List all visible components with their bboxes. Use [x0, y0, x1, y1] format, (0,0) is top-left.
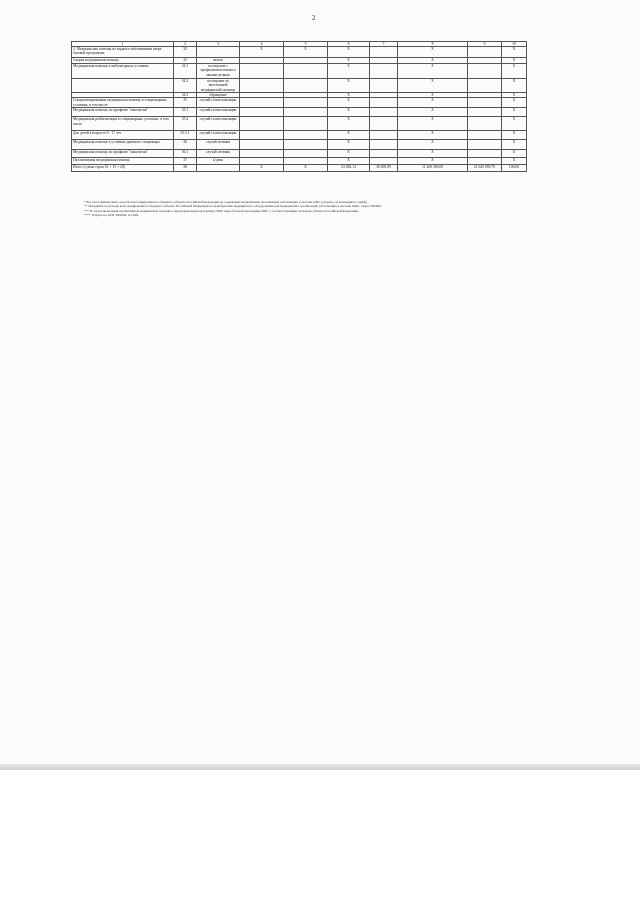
table-cell-value [240, 131, 284, 140]
table-cell-value: Х [398, 131, 468, 140]
table-cell-value: Х [502, 47, 527, 58]
table-row [72, 131, 527, 140]
table-cell-unit: случай госпитализации [197, 117, 240, 131]
table-cell-unit [197, 165, 240, 172]
table-cell-value: Х [502, 58, 527, 64]
table-cell-name: Медицинская помощь в амбулаторных условиях [72, 64, 174, 79]
table-cell-value: Х [328, 108, 370, 117]
table-cell-unit: посещение с профилактическими и иными целями [197, 64, 240, 79]
table-cell-name: Медицинская реабилитация в стационарных условиях, в том числе [72, 117, 174, 131]
program-cost-table [71, 41, 527, 172]
table-cell-value [370, 79, 398, 93]
table-row [72, 117, 527, 131]
table-cell-value: Х [398, 108, 468, 117]
table-cell-value [468, 79, 502, 93]
column-number: 2 [174, 42, 197, 47]
table-cell-code: 36 [174, 140, 197, 150]
table-cell-value [468, 150, 502, 158]
table-cell-name: Медицинская помощь по профилю "онкология" [72, 150, 174, 158]
table-row [72, 98, 527, 108]
table-cell-value: Х [328, 79, 370, 93]
table-row [72, 108, 527, 117]
column-number: 3 [197, 42, 240, 47]
table-cell-value: Х [328, 158, 370, 165]
table-row [72, 64, 527, 79]
table-cell-value: Х [284, 165, 328, 172]
table-cell-code: 35.2 [174, 117, 197, 131]
table-cell-value: 21 645 859,70 [468, 165, 502, 172]
column-number: 7 [370, 42, 398, 47]
table-cell-code: 38 [174, 165, 197, 172]
column-number: 10 [502, 42, 527, 47]
table-cell-value [468, 131, 502, 140]
table-cell-code: 34.1 [174, 64, 197, 79]
table-cell-code: 36.1 [174, 150, 197, 158]
table-cell-unit: случай госпитализации [197, 131, 240, 140]
table-cell-value: Х [502, 79, 527, 93]
table-cell-code: 33 [174, 58, 197, 64]
table-cell-unit: случай лечения [197, 150, 240, 158]
table-cell-value [370, 108, 398, 117]
table-cell-value: Х [502, 158, 527, 165]
table-cell-value: Х [502, 108, 527, 117]
table-cell-code: 35.1 [174, 108, 197, 117]
table-cell-value: Х [328, 58, 370, 64]
table-cell-value: Х [502, 150, 527, 158]
table-cell-code: 34.2 [174, 79, 197, 93]
table-cell-code: 34.3 [174, 93, 197, 98]
table-cell-value: Х [502, 117, 527, 131]
table-cell-value [284, 158, 328, 165]
table-cell-name: Для детей в возрасте 0 - 17 лет [72, 131, 174, 140]
footnotes [84, 200, 524, 217]
table-cell-name: Медицинская помощь в условиях дневного стационара [72, 140, 174, 150]
table-cell-value: Х [328, 150, 370, 158]
footnote: *** В случае включения паллиативной медицинской помощи в территориальную программу ОМС сверх базовой программы ОМС с соответствующим платежом субъекта Российской Федерации. [84, 208, 359, 213]
table-cell-value: Х [398, 64, 468, 79]
table-cell-value: Х [398, 117, 468, 131]
table-cell-value: Х [328, 64, 370, 79]
table-row [72, 47, 527, 58]
table-cell-value: 100,00 [502, 165, 527, 172]
column-number: 6 [328, 42, 370, 47]
footnote: * Без учета финансовых средств консолидированного бюджета субъекта Российской Федерации на содержание медицинских организаций, работающих в системе ОМС (затраты, не вошедшие в тариф). [84, 200, 368, 204]
table-cell-name: Специализированная медицинская помощь в стационарных условиях, в том числе [72, 98, 174, 108]
table-cell-value: Х [328, 131, 370, 140]
table-cell-value [370, 131, 398, 140]
table-cell-unit: вызов [197, 58, 240, 64]
table-cell-unit: случай госпитализации [197, 98, 240, 108]
table-cell-value [240, 140, 284, 150]
table-cell-name [72, 79, 174, 93]
table-row [72, 140, 527, 150]
column-number: 8 [398, 42, 468, 47]
table-cell-value [240, 117, 284, 131]
table-cell-name: Итого (сумма строк 01 + 15 + 20) [72, 165, 174, 172]
table-cell-value: Х [240, 47, 284, 58]
table-cell-value [240, 98, 284, 108]
column-number: 1 [72, 42, 174, 47]
table-cell-value [468, 117, 502, 131]
table-cell-value: Х [398, 47, 468, 58]
table-cell-value: Х [502, 64, 527, 79]
table-cell-value: Х [398, 98, 468, 108]
table-cell-value: Х [328, 47, 370, 58]
table-cell-value: Х [502, 140, 527, 150]
table-cell-unit [197, 47, 240, 58]
table-cell-value [240, 108, 284, 117]
table-cell-value [284, 98, 328, 108]
table-cell-value: Х [502, 93, 527, 98]
table-row [72, 79, 527, 93]
table-cell-value: Х [502, 98, 527, 108]
table-cell-name: 2. Медицинская помощь по видам и заболеваниям сверх базовой программы: [72, 47, 174, 58]
column-number: 9 [468, 42, 502, 47]
table-cell-value [468, 47, 502, 58]
table-cell-value: Х [328, 98, 370, 108]
column-number: 5 [284, 42, 328, 47]
table-cell-value: Х [398, 79, 468, 93]
table-row [72, 158, 527, 165]
table-cell-value [284, 150, 328, 158]
table-cell-value: Х [328, 140, 370, 150]
table-cell-value: Х [502, 131, 527, 140]
table-cell-value [284, 131, 328, 140]
table-cell-code: 35.2.1 [174, 131, 197, 140]
footnote: ** Указываются расходы консолидированного бюджета субъекта Российской Федерации на приобретение медицинского оборудования для медицинских организаций, работающих в системе ОМС, сверх ТПОМС. [84, 204, 383, 209]
table-cell-value [284, 117, 328, 131]
table-cell-unit: случай лечения [197, 140, 240, 150]
table-cell-value [240, 158, 284, 165]
table-cell-value [240, 150, 284, 158]
footnote: **** Затраты на АУП ТФОМС и СМО. [84, 212, 139, 217]
table-cell-code: 35 [174, 98, 197, 108]
table-cell-value [468, 158, 502, 165]
table-cell-value [468, 140, 502, 150]
table-cell-value [284, 108, 328, 117]
table-cell-value: Х [398, 150, 468, 158]
table-cell-value: Х [284, 47, 328, 58]
table-cell-value [370, 64, 398, 79]
table-cell-value [370, 98, 398, 108]
table-cell-value [370, 158, 398, 165]
table-cell-value: Х [398, 158, 468, 165]
table-cell-value [370, 140, 398, 150]
column-number: 4 [240, 42, 284, 47]
table-cell-value [370, 47, 398, 58]
table-cell-name: Медицинская помощь по профилю "онкология" [72, 108, 174, 117]
table-cell-unit: посещение по неотложной медицинской помощи [197, 79, 240, 93]
table-row [72, 150, 527, 158]
table-cell-value [284, 79, 328, 93]
table-cell-value: 11 268 369,00 [398, 165, 468, 172]
table-cell-unit: случай госпитализации [197, 108, 240, 117]
table-cell-value: 23 082,13 [328, 165, 370, 172]
page-number: 2 [312, 14, 316, 22]
table-cell-value: Х [328, 117, 370, 131]
table-cell-value: Х [328, 93, 370, 98]
table-cell-value [468, 98, 502, 108]
table-cell-unit: к/день [197, 158, 240, 165]
table-cell-value [468, 108, 502, 117]
table-cell-name: Паллиативная медицинская помощь [72, 158, 174, 165]
table-cell-code: 37 [174, 158, 197, 165]
table-row [72, 165, 527, 172]
table-cell-value [468, 64, 502, 79]
table-cell-value [370, 150, 398, 158]
table-cell-value [240, 64, 284, 79]
table-cell-value: Х [398, 93, 468, 98]
table-cell-value [284, 140, 328, 150]
table-cell-value [284, 64, 328, 79]
table-cell-name: Скорая медицинская помощь [72, 58, 174, 64]
table-cell-unit: обращение [197, 93, 240, 98]
table-cell-value: 38 005,89 [370, 165, 398, 172]
table-cell-value: Х [398, 140, 468, 150]
table-cell-value [240, 79, 284, 93]
table-cell-value [370, 117, 398, 131]
table-cell-value: Х [240, 165, 284, 172]
table-cell-code: 32 [174, 47, 197, 58]
table-cell-value: Х [398, 58, 468, 64]
